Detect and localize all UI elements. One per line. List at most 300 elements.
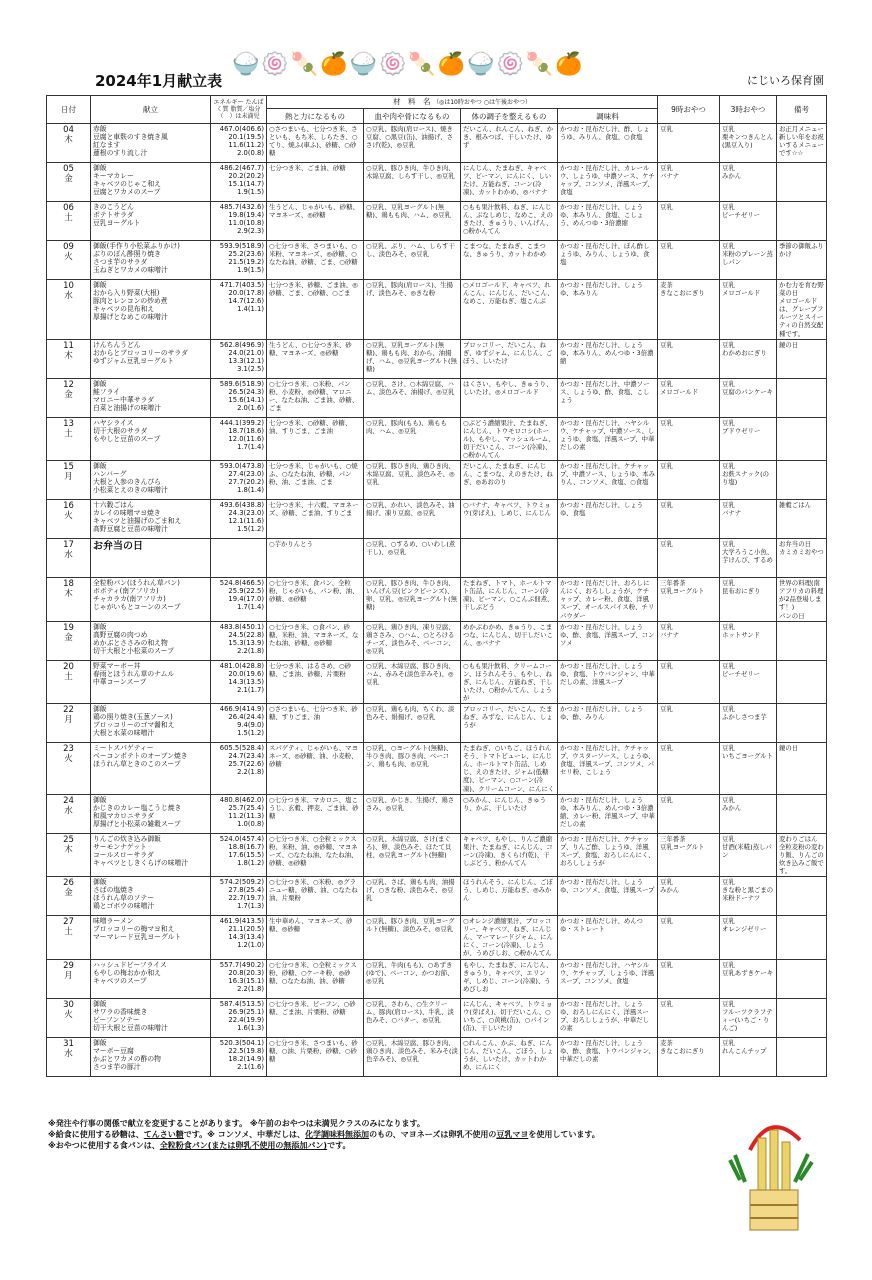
- body-food-cell: [461, 998, 558, 1037]
- red-food-cell-text: ○七分つき米、ビーフン、○砂糖、ごま油、片栗粉、砂糖: [269, 999, 356, 1016]
- snack3-cell-text: 豆乳 いちごヨーグルト: [722, 744, 773, 761]
- red-food-cell-text: 七分つき米、○砂糖、砂糖、油、すりごま、ごま油: [269, 418, 352, 435]
- date-weekday: 金: [64, 389, 73, 400]
- note-2e: のもの、マヨネーズは卵乳不使用の: [369, 1130, 497, 1139]
- date-weekday: 金: [64, 632, 73, 643]
- menu-cell-text: 御飯 高野豆腐の肉つめ めかぶとささみの和え物 切干大根と小松菜のスープ: [93, 622, 174, 655]
- red-food-cell: [267, 998, 364, 1037]
- menu-cell-text: 御飯(手作り小松菜ふりかけ) ぶりのぽん酢照り焼き さつま芋のサラダ 玉ねぎとワカメの味噌汁: [93, 242, 180, 275]
- red-food-cell: [267, 704, 364, 743]
- note-3a: ※おやつに使用する食パンは、: [48, 1141, 160, 1150]
- menu-cell: [91, 833, 211, 876]
- blood-food-cell: [364, 378, 461, 417]
- blood-food-cell: [364, 280, 461, 340]
- blood-food-cell-text: ○豆乳、豚ひき肉、豆乳ヨーグルト(無糖)、淡色みそ、◎豆乳: [366, 917, 455, 934]
- date-weekday: 木: [64, 844, 73, 855]
- date-weekday: 木: [64, 589, 73, 600]
- red-food-cell-text: 七分つき米、ごま油、砂糖: [269, 164, 346, 172]
- menu-row: [47, 959, 827, 998]
- remarks-cell: [777, 794, 827, 833]
- seasoning-cell-text: かつお・昆布だし汁、しょうゆ、コンソメ、食塩、洋風スープ: [560, 878, 655, 895]
- note-3b: 全粒粉食パン(または卵乳不使用の無添加パン): [159, 1141, 328, 1150]
- date-day: 30: [63, 999, 74, 1010]
- snack3-cell: [720, 1037, 777, 1076]
- red-food-cell-text: ○七分つき米、食パン、全粒粉、じゃがいも、パン粉、油、砂糖、◎砂糖: [269, 579, 359, 604]
- blood-food-cell: [364, 959, 461, 998]
- date-cell: [47, 378, 91, 417]
- snack9-cell: [658, 621, 720, 660]
- body-food-cell-text: にんじん、たまねぎ、キャベツ、ピーマン、にんにく、しいたけ、万能ねぎ、コーン(冷凍)、カットわかめ、◎バナナ: [463, 164, 552, 197]
- seasoning-cell: [558, 339, 658, 378]
- menu-row: [47, 916, 827, 959]
- snack9-cell: [658, 998, 720, 1037]
- menu-cell-text: 御飯 さばの塩焼き ほうれん草のソテー 鶏とゴボウの味噌汁: [93, 878, 155, 911]
- body-food-cell: [461, 877, 558, 916]
- snack3-cell: [720, 794, 777, 833]
- red-food-cell: [267, 124, 364, 163]
- menu-row: [47, 1037, 827, 1076]
- menu-row: [47, 539, 827, 578]
- snack9-cell: [658, 417, 720, 460]
- menu-cell: [91, 660, 211, 703]
- remarks-cell-text: 雑穀ごはん: [779, 501, 811, 510]
- body-food-cell: [461, 417, 558, 460]
- date-cell: [47, 539, 91, 578]
- energy-cell: [211, 660, 267, 703]
- menu-cell-text: 御飯 おから入り野菜(大根) 豚肉とレンコンの炒め煮 キャベツの昆布和え 厚揚げとなめこの味噌汁: [93, 281, 168, 322]
- energy-cell-text: 593.9(518.9) 25.2(23.6) 21.5(19.2) 1.9(1.5): [219, 242, 264, 275]
- blood-food-cell: [364, 877, 461, 916]
- blood-food-cell: [364, 124, 461, 163]
- menu-cell-text: けんちんうどん おからとブロッコリーのサラダ ゆずジャム豆乳ヨーグルト: [93, 340, 188, 365]
- menu-cell-text: 御飯 鮭フライ マロニー中華サラダ 白菜と油揚げの味噌汁: [93, 379, 161, 412]
- menu-cell-text: 十六穀ごはん カレイの味噌マヨ焼き キャベツと油揚げのごま和え 高野豆腐と豆苗の味噌汁: [93, 501, 182, 534]
- energy-cell: [211, 241, 267, 280]
- red-food-cell-text: ○七分つき米、さつまいも、○米粉、マヨネーズ、◎砂糖、○なたね油、砂糖、ごま、○砂糖: [269, 242, 358, 267]
- date-weekday: 水: [64, 291, 73, 301]
- date-day: 05: [63, 164, 74, 174]
- snack9-cell-text: 豆乳: [660, 462, 673, 471]
- seasoning-cell-text: かつお・昆布だし汁、しょうゆ、酢、食塩、洋風スープ、コンソメ: [560, 622, 655, 647]
- remarks-cell: [777, 339, 827, 378]
- energy-cell: [211, 378, 267, 417]
- snack9-cell: [658, 378, 720, 417]
- date-day: 22: [63, 705, 74, 716]
- energy-cell: [211, 1037, 267, 1076]
- note-3c: です。: [327, 1141, 351, 1150]
- date-cell: [47, 660, 91, 703]
- date-day: 11: [63, 340, 74, 351]
- remarks-cell: [777, 833, 827, 876]
- seasoning-cell: [558, 998, 658, 1037]
- remarks-cell: [777, 1037, 827, 1076]
- energy-cell: [211, 794, 267, 833]
- menu-row: [47, 500, 827, 539]
- red-food-cell-text: 七分つき米、じゃがいも、○焼ふ、○なたね油、砂糖、パン粉、油、ごま油、ごま: [269, 462, 358, 487]
- date-cell: [47, 743, 91, 795]
- date-weekday: 金: [64, 888, 73, 899]
- remarks-cell-text: 鏡の日: [779, 340, 799, 349]
- remarks-cell: [777, 621, 827, 660]
- ingredients-note: （◎は10時おやつ ○は午後おやつ）: [432, 99, 531, 106]
- date-cell: [47, 339, 91, 378]
- energy-cell-text: 483.8(450.1) 24.5(22.8) 15.3(13.9) 2.2(1.8): [219, 622, 264, 655]
- blood-food-cell: [364, 500, 461, 539]
- body-food-cell: [461, 163, 558, 202]
- red-food-cell: [267, 163, 364, 202]
- blood-food-cell: [364, 417, 461, 460]
- date-cell: [47, 998, 91, 1037]
- menu-row: [47, 202, 827, 241]
- snack9-cell-text: 豆乳: [660, 501, 673, 510]
- school-name: にじいろ保育園: [747, 74, 824, 87]
- energy-cell-text: 461.9(413.5) 21.1(20.5) 14.3(13.4) 1.2(1.0): [219, 917, 264, 950]
- snack9-cell-text: 麦茶 きなこおにぎり: [660, 281, 705, 298]
- snack3-cell: [720, 417, 777, 460]
- snack9-cell: [658, 833, 720, 876]
- snack3-cell: [720, 124, 777, 163]
- menu-row: [47, 339, 827, 378]
- menu-cell-text: 野菜マーボー丼 春雨とほうれん草のナムル 中華コーンスープ: [93, 661, 175, 686]
- seasoning-cell-text: かつお・昆布だし汁、めんつゆ・ストレート: [560, 917, 643, 934]
- snack9-cell-text: 豆乳: [660, 999, 673, 1008]
- energy-cell: [211, 202, 267, 241]
- date-weekday: 水: [64, 805, 73, 816]
- blood-food-cell: [364, 578, 461, 621]
- snack9-cell-text: 三年番茶 豆乳ヨーグルト: [660, 834, 705, 851]
- note-2d: 化学調味料無添加: [305, 1130, 370, 1139]
- note-line-3: [48, 1140, 600, 1151]
- seasoning-cell-text: かつお・昆布だし汁、ケチャップ、りんご酢、しょうゆ、洋風スープ、食塩、おろしにんにく、おろししょうが: [560, 834, 655, 867]
- energy-cell: [211, 704, 267, 743]
- red-food-cell: [267, 461, 364, 500]
- date-cell: [47, 124, 91, 163]
- blood-food-cell: [364, 1037, 461, 1076]
- body-food-cell: [461, 539, 558, 578]
- menu-row: [47, 461, 827, 500]
- date-day: 26: [63, 878, 74, 889]
- red-food-cell-text: ○さつまいも、七分つき米、砂糖、すりごま、油: [269, 705, 358, 722]
- blood-food-cell-text: ○豆乳、木綿豆腐、豚ひき肉、ハム、赤みそ(淡色辛みそ)、◎豆乳: [366, 661, 455, 686]
- red-food-cell-text: ○七分つき米、○全粒ミックス粉、砂糖、○ケーキ粉、◎砂糖、○なたね油、油、砂糖: [269, 960, 357, 985]
- snack9-cell-text: 豆乳: [660, 125, 673, 133]
- body-food-cell: [461, 916, 558, 959]
- remarks-cell: [777, 241, 827, 280]
- body-food-cell: [461, 339, 558, 378]
- date-weekday: 土: [64, 428, 73, 439]
- seasoning-cell-text: かつお・昆布だし汁、ぽん酢しょうゆ、みりん、しょうゆ、食塩: [560, 242, 650, 267]
- menu-cell: [91, 461, 211, 500]
- snack9-cell: [658, 539, 720, 578]
- energy-cell: [211, 539, 267, 578]
- blood-food-cell-text: ○豆乳、さわら、○生クリーム、豚肉(肩ロース)、牛乳、淡色みそ、○バター、◎豆乳: [366, 999, 454, 1024]
- snack9-cell: [658, 877, 720, 916]
- date-cell: [47, 461, 91, 500]
- date-cell: [47, 833, 91, 876]
- note-2b: てんさい糖: [143, 1130, 184, 1139]
- body-food-cell-text: ブロッコリー、だいこん、たまねぎ、みずな、にんじん、しょうが: [463, 705, 553, 730]
- energy-cell-text: 589.6(518.9) 26.5(24.3) 15.6(14.1) 2.0(1.6): [219, 379, 264, 412]
- snack9-cell-text: 麦茶 きなこおにぎり: [660, 1038, 705, 1055]
- menu-cell: [91, 877, 211, 916]
- date-cell: [47, 877, 91, 916]
- energy-cell: [211, 163, 267, 202]
- snack9-cell-text: 豆乳: [660, 917, 673, 926]
- snack3-cell-text: 豆乳 昆布おにぎり: [722, 579, 761, 596]
- menu-row: [47, 124, 827, 163]
- blood-food-cell-text: ○豆乳、牛肉(もも)、○あずき(ゆで)、ベーコン、かつお節、◎豆乳: [366, 960, 454, 985]
- snack3-cell-text: 豆乳 フルーツクラフティー(いちご・りんご): [722, 999, 773, 1032]
- seasoning-cell: [558, 539, 658, 578]
- red-food-cell: [267, 500, 364, 539]
- date-cell: [47, 621, 91, 660]
- seasoning-cell-text: かつお・昆布だし汁、しょうゆ、酢、みりん: [560, 705, 644, 722]
- remarks-cell-text: かむ力を育む野菜の日 メロゴールドは、グレープフルーツとスイーティの自然交配種です。: [779, 281, 824, 338]
- seasoning-cell: [558, 794, 658, 833]
- remarks-cell-text: 鏡の日: [779, 744, 799, 753]
- snack9-cell-text: 豆乳: [660, 705, 673, 714]
- col-remarks: 備考: [777, 96, 827, 124]
- blood-food-cell-text: ○豆乳、鶏ひき肉、凍り豆腐、鶏ささみ、○ハム、○とろけるチーズ、淡色みそ、ベーコン、◎豆乳: [366, 622, 455, 655]
- snack3-cell-text: 豆乳 メロゴールド: [722, 281, 761, 298]
- snack9-cell: [658, 704, 720, 743]
- date-weekday: 木: [64, 135, 73, 145]
- blood-food-cell-text: ○豆乳、豆乳ヨーグルト(無糖)、鶏もも肉、おから、油揚げ、ハム、◎豆乳ヨーグルト(無糖): [366, 340, 457, 373]
- snack3-cell-text: 豆乳 ピーチゼリー: [722, 203, 760, 220]
- red-food-cell-text: ○七分つき米、○食パン、砂糖、米粉、油、マヨネーズ、なたね油、砂糖、◎砂糖: [269, 622, 359, 647]
- body-food-cell: [461, 833, 558, 876]
- menu-cell: [91, 500, 211, 539]
- blood-food-cell-text: ○豆乳、豚肉(肩ロース)、焼き豆腐、○黒豆(缶)、油揚げ、ささげ(乾)、◎豆乳: [366, 125, 453, 150]
- snack3-cell-text: 豆乳 きな粉と黒ごまの米粉ドーナツ: [722, 878, 774, 903]
- remarks-cell: [777, 202, 827, 241]
- energy-cell-text: 557.7(490.2) 20.8(20.3) 16.3(15.1) 2.2(1.8): [219, 960, 264, 993]
- seasoning-cell: [558, 578, 658, 621]
- snack3-cell-text: 豆乳 甘酒(米糀)蒸しパン: [722, 834, 772, 859]
- blood-food-cell-text: ○豆乳、さけ、○木綿豆腐、ハム、淡色みそ、油揚げ、◎豆乳: [366, 379, 455, 396]
- snack9-cell: [658, 1037, 720, 1076]
- snack3-cell-text: 豆乳 みかん: [722, 795, 742, 812]
- snack9-cell-text: 三年番茶 豆乳ヨーグルト: [660, 579, 705, 596]
- snack3-cell: [720, 621, 777, 660]
- body-food-cell: [461, 578, 558, 621]
- energy-cell: [211, 833, 267, 876]
- kadomatsu-illustration: [720, 1110, 820, 1240]
- seasoning-cell: [558, 743, 658, 795]
- red-food-cell-text: ○七分つき米、○米粉、◎グラニュー糖、砂糖、油、○なたね油、片栗粉: [269, 878, 358, 903]
- seasoning-cell-text: かつお・昆布だし汁、しょうゆ、本みりん、食塩、こしょう、めんつゆ・3倍濃縮: [560, 203, 644, 228]
- menu-cell-text: 赤飯 豆腐と車麩のすき焼き風 紅なます 蓮根のすり流し汁: [93, 125, 168, 158]
- remarks-cell: [777, 378, 827, 417]
- seasoning-cell-text: かつお・昆布だし汁、しょうゆ、本みりん、めんつゆ・3倍濃縮: [560, 340, 654, 365]
- snack3-cell: [720, 704, 777, 743]
- body-food-cell-text: だいこん、れんこん、ねぎ、かき、根みつば、干しいたけ、ゆず: [463, 125, 553, 150]
- date-cell: [47, 916, 91, 959]
- seasoning-cell-text: かつお・昆布だし汁、しょうゆ、酢、食塩、トウバンジャン、中華だしの素: [560, 1038, 655, 1063]
- red-food-cell-text: ○さつまいも、七分つき米、さといも、もち米、しらたき、○てり、焼ふ(車ふ)、砂糖、○砂糖: [269, 125, 358, 158]
- col-snack9: 9時おやつ: [658, 96, 720, 124]
- date-cell: [47, 1037, 91, 1076]
- body-food-cell-text: ○メロゴールド、キャベツ、れんこん、にんじん、だいこん、なめこ、万能ねぎ、塩こんぶ: [463, 281, 554, 306]
- red-food-cell-text: ○七分つき米、さつまいも、砂糖、○油、片栗粉、砂糖、○砂糖: [269, 1038, 358, 1063]
- red-food-cell: [267, 417, 364, 460]
- body-food-cell-text: ほうれんそう、にんじん、ごぼう、しめじ、万能ねぎ、◎みかん: [463, 878, 553, 903]
- date-day: 18: [63, 579, 74, 590]
- energy-cell-text: 480.8(462.0) 25.7(25.4) 11.2(11.3) 1.0(0.8): [219, 795, 264, 828]
- red-food-cell-text: 七分つき米、十六穀、マヨネーズ、砂糖、ごま油、すりごま: [269, 501, 359, 518]
- menu-cell: [91, 621, 211, 660]
- red-food-cell: [267, 959, 364, 998]
- snack9-cell: [658, 163, 720, 202]
- menu-cell-text: 御飯 キーマカレー キャベツのじゃこ和え 豆腐とワカメのスープ: [93, 164, 161, 197]
- snack3-cell-text: 豆乳 オレンジゼリー: [722, 917, 767, 934]
- energy-cell-text: 562.8(496.9) 24.0(21.0) 13.3(12.1) 3.1(2.5): [219, 340, 264, 373]
- note-line-1: ※発注や行事の関係で献立を変更することがあります。 ※午前のおやつは未満児クラスのみになります。: [48, 1119, 425, 1128]
- menu-cell-text: ハッシュドビーフライス もやしの梅おかか和え キャベツのスープ: [93, 960, 167, 985]
- blood-food-cell-text: ○豆乳、豚肉(肩ロース)、生揚げ、淡色みそ、◎きな粉: [366, 281, 453, 298]
- date-cell: [47, 280, 91, 340]
- remarks-cell: [777, 280, 827, 340]
- menu-row: [47, 280, 827, 340]
- menu-cell: [91, 578, 211, 621]
- red-food-cell-text: スパゲティ、じゃがいも、マヨネーズ、◎砂糖、油、小麦粉、砂糖: [269, 744, 358, 769]
- date-weekday: 火: [64, 252, 73, 262]
- snack3-cell: [720, 877, 777, 916]
- energy-cell: [211, 959, 267, 998]
- menu-cell: [91, 124, 211, 163]
- seasoning-cell-text: かつお・昆布だし汁、ケチャップ、中濃ソース、しょうゆ、本みりん、コンソメ、食塩、○食塩: [560, 462, 655, 487]
- seasoning-cell: [558, 877, 658, 916]
- date-cell: [47, 241, 91, 280]
- blood-food-cell: [364, 461, 461, 500]
- menu-row: [47, 660, 827, 703]
- blood-food-cell: [364, 743, 461, 795]
- menu-cell: [91, 163, 211, 202]
- seasoning-cell: [558, 163, 658, 202]
- snack3-cell-text: 豆乳 お麩スナック(のり塩): [722, 462, 770, 487]
- red-food-cell-text: 生うどん、じゃがいも、砂糖、マヨネーズ、◎砂糖: [269, 203, 359, 220]
- energy-cell: [211, 578, 267, 621]
- energy-cell-text: 593.0(473.8) 27.4(23.0) 27.7(20.2) 1.8(1.4): [219, 462, 264, 495]
- remarks-cell: [777, 163, 827, 202]
- energy-cell-text: 524.8(466.5) 25.9(22.5) 19.4(17.0) 1.7(1.4): [219, 579, 264, 612]
- date-day: 10: [63, 281, 74, 291]
- date-day: 16: [63, 501, 74, 512]
- date-cell: [47, 959, 91, 998]
- seasoning-cell: [558, 916, 658, 959]
- date-day: 29: [63, 960, 74, 971]
- col-blood: 血や肉や骨になるもの: [364, 109, 461, 124]
- blood-food-cell: [364, 241, 461, 280]
- red-food-cell: [267, 339, 364, 378]
- col-snack3: 3時おやつ: [720, 96, 777, 124]
- snack3-cell: [720, 500, 777, 539]
- body-food-cell-text: たまねぎ、○いちご、ほうれんそう、トマトピューレ、にんじん、ホールトマト缶詰、しめじ、えのきたけ、ジャム(低糖度)、ピーマン、○コーン(冷凍)、クリームコーン、にんにく: [463, 744, 555, 793]
- snack3-cell-text: 豆乳 栗キンつきんとん(黒豆入り): [722, 125, 774, 150]
- body-food-cell: [461, 202, 558, 241]
- menu-cell-text: ハヤシライス 切干大根のサラダ もやしと豆苗のスープ: [93, 418, 161, 443]
- snack3-cell-text: 豆乳 豆乳あずきケーキ: [722, 960, 774, 977]
- bamboo-icon: [758, 1138, 766, 1193]
- snack9-cell: [658, 461, 720, 500]
- snack9-cell: [658, 578, 720, 621]
- date-weekday: 土: [64, 671, 73, 682]
- energy-cell: [211, 998, 267, 1037]
- blood-food-cell-text: ○豆乳、豚肉(もも)、鶏もも肉、ハム、◎豆乳: [366, 418, 447, 435]
- blood-food-cell-text: ○豆乳、豚ひき肉、鶏ひき肉、木綿豆腐、豆乳、淡色みそ、◎豆乳: [366, 462, 455, 487]
- seasoning-cell: [558, 1037, 658, 1076]
- red-food-cell-text: 生中華めん、マヨネーズ、砂糖、◎砂糖: [269, 917, 353, 934]
- menu-cell: [91, 417, 211, 460]
- snack3-cell: [720, 339, 777, 378]
- snack3-cell-text: 豆乳 バナナ: [722, 501, 742, 518]
- menu-row: [47, 704, 827, 743]
- red-food-cell-text: 生うどん、○七分つき米、砂糖、マヨネーズ、◎砂糖: [269, 340, 352, 357]
- red-food-cell: [267, 539, 364, 578]
- seasoning-cell: [558, 500, 658, 539]
- date-weekday: 水: [64, 1048, 73, 1059]
- energy-cell-text: 444.1(399.2) 18.7(18.6) 12.0(11.6) 1.7(1.4): [219, 418, 264, 451]
- seasoning-cell: [558, 704, 658, 743]
- seasoning-cell: [558, 621, 658, 660]
- remarks-cell: [777, 998, 827, 1037]
- date-day: 17: [63, 540, 74, 551]
- snack9-cell: [658, 202, 720, 241]
- menu-row: [47, 578, 827, 621]
- date-day: 31: [63, 1038, 74, 1049]
- seasoning-cell: [558, 241, 658, 280]
- body-food-cell-text: ○オレンジ濃縮果汁、ブロッコリー、キャベツ、ねぎ、にんじん、マーマレードジャム、にんにく、コーン(冷凍)、しょうが、うめびしお、○粉かんてん: [463, 917, 553, 958]
- snack9-cell: [658, 241, 720, 280]
- snack9-cell-text: 豆乳: [660, 795, 673, 804]
- seasoning-cell: [558, 461, 658, 500]
- menu-row: [47, 743, 827, 795]
- blood-food-cell-text: ○豆乳、かれい、淡色みそ、油揚げ、凍り豆腐、◎豆乳: [366, 501, 455, 518]
- menu-cell-text: りんごの炊き込み御飯 サーモンナゲット コールスローサラダ キャベツとしきくらげの味噌汁: [93, 834, 189, 867]
- col-energy: エネルギー たんぱく質 脂質／塩分 （ ）は未満児: [211, 96, 267, 124]
- body-food-cell: [461, 743, 558, 795]
- note-2f: 豆乳マヨ: [496, 1130, 529, 1139]
- remarks-cell: [777, 578, 827, 621]
- date-weekday: 火: [64, 1009, 73, 1020]
- date-cell: [47, 578, 91, 621]
- note-2g: を使用しています。: [528, 1130, 600, 1139]
- date-weekday: 木: [64, 350, 73, 361]
- snack3-cell: [720, 378, 777, 417]
- body-food-cell: [461, 704, 558, 743]
- red-food-cell: [267, 280, 364, 340]
- body-food-cell-text: ○ぶどう濃縮果汁、たまねぎ、にんじん、トウモロコシ(ホール)、もやし、マッシュルーム、切干だいこん、コーン(冷凍)、○粉かんてん: [463, 418, 555, 460]
- remarks-cell: [777, 417, 827, 460]
- date-day: 13: [63, 418, 74, 429]
- seasoning-cell-text: かつお・昆布だし汁、しょうゆ、本みりん、めんつゆ・3倍濃縮、カレー粉、洋風スープ、中華だしの素: [560, 795, 655, 828]
- body-food-cell-text: キャベツ、もやし、りんご濃縮果汁、たまねぎ、にんじん、コーン(冷凍)、きくらげ(乾)、干しぶどう、粉かんてん: [463, 834, 553, 867]
- blood-food-cell: [364, 339, 461, 378]
- snack3-cell-text: 豆乳 豆腐のパンケーキ: [722, 379, 774, 396]
- red-food-cell-text: ○芋かりんとう: [269, 540, 313, 549]
- menu-cell-text: きのこうどん ポテトサラダ 豆乳ヨーグルト: [93, 203, 141, 228]
- energy-cell: [211, 417, 267, 460]
- energy-cell-text: 467.0(406.6) 20.1(19.5) 11.6(11.2) 2.0(0.8): [219, 125, 264, 158]
- seasoning-cell-text: かつお・昆布だし汁、しょうゆ、食塩、トウバンジャン、中華だしの素、洋風スープ: [560, 661, 655, 686]
- snack9-cell-text: 豆乳 バナナ: [660, 622, 680, 639]
- menu-cell-text: お弁当の日: [93, 541, 143, 553]
- remarks-cell: [777, 704, 827, 743]
- col-red: 熱と力になるもの: [267, 109, 364, 124]
- red-food-cell: [267, 660, 364, 703]
- snack9-cell-text: 豆乳 メロゴールド: [660, 379, 699, 396]
- remarks-cell-text: 変わりごはん 全粒麦粉の変わり飯、りんごの炊き込みご飯です。: [779, 834, 824, 875]
